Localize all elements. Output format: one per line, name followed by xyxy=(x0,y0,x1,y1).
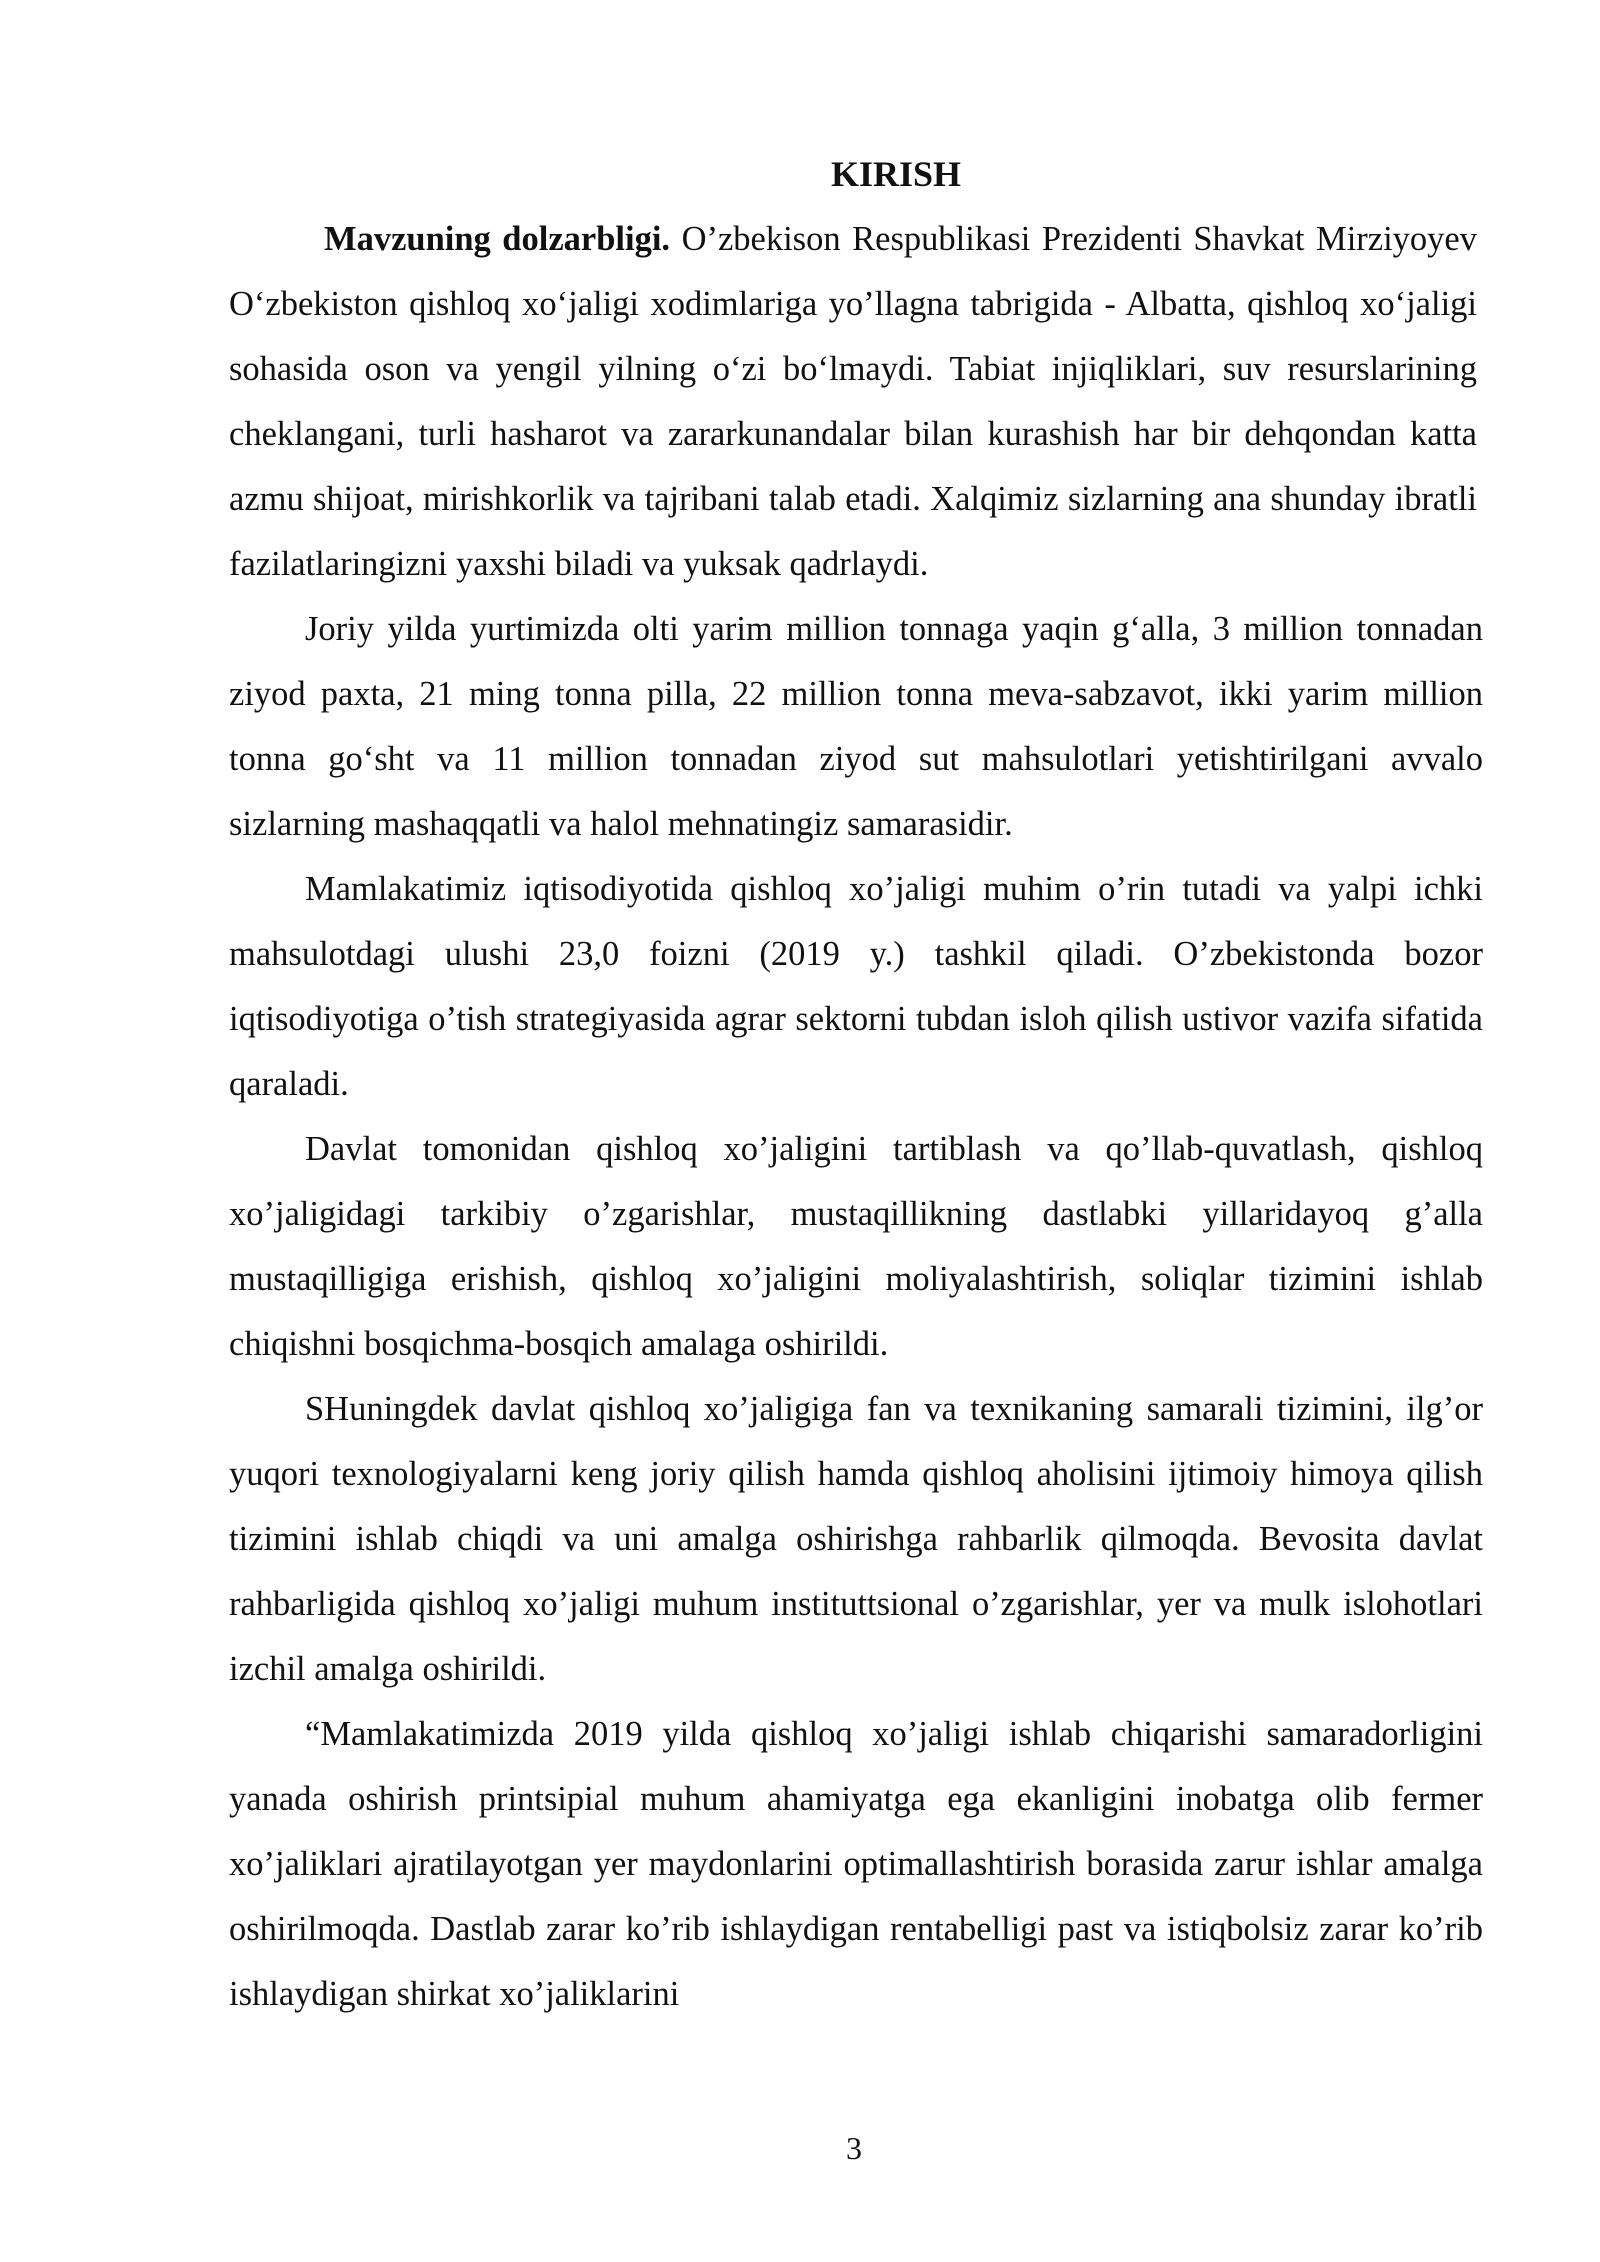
paragraph-lead: Mavzuning dolzarbligi. xyxy=(324,220,671,258)
paragraph-optimization: “Mamlakatimizda 2019 yilda qishloq xo’jaligi ishlab chiqarishi samaradorligini yanada oshirish printsipial muhum ahamiyatga ega ekanligini inobatga olib fermer xo’jaliklari ajratilayotgan yer maydonlarini optimallashtirish borasida zarur ishlar amalga oshirilmoqda. Dastlab zarar ko’rib ishlaydigan rentabelligi past va istiqbolsiz zarar ko’rib ishlaydigan shirkat xo’jaliklarini xyxy=(229,1715,1483,2013)
paragraph-relevance xyxy=(229,207,1483,597)
paragraph-state-support: Davlat tomonidan qishloq xo’jaligini tartiblash va qo’llab-quvatlash, qishloq xo’jaligidagi tarkibiy o’zgarishlar, mustaqillikning dastlabki yillaridayoq g’alla mustaqilligiga erishish, qishloq xo’jaligini moliyalashtirish, soliqlar tizimini ishlab chiqishni bosqichma-bosqich amalaga oshirildi. xyxy=(229,1130,1483,1363)
page-number: 3 xyxy=(846,2130,862,2166)
paragraph-harvest: Joriy yilda yurtimizda olti yarim million tonnaga yaqin g‘alla, 3 million tonnadan ziyod paxta, 21 ming tonna pilla, 22 million tonna meva-sabzavot, ikki yarim million tonna go‘sht va 11 million tonnadan ziyod sut mahsulotlari yetishtirilgani avvalo sizlarning mashaqqatli va halol mehnatingiz samarasidir. xyxy=(229,610,1483,843)
paragraph-technology: SHuningdek davlat qishloq xo’jaligiga fan va texnikaning samarali tizimini, ilg’or yuqori texnologiyalarni keng joriy qilish hamda qishloq aholisini ijtimoiy himoya qilish tizimini ishlab chiqdi va uni amalga oshirishga rahbarlik qilmoqda. Bevosita davlat rahbarligida qishloq xo’jaligi muhum instituttsional o’zgarishlar, yer va mulk islohotlari izchil amalga oshirildi. xyxy=(229,1390,1483,1688)
paragraph-economy: Mamlakatimiz iqtisodiyotida qishloq xo’jaligi muhim o’rin tutadi va yalpi ichki mahsulotdagi ulushi 23,0 foizni (2019 y.) tashkil qiladi. O’zbekistonda bozor iqtisodiyotiga o’tish strategiyasida agrar sektorni tubdan isloh qilish ustivor vazifa sifatida qaraladi. xyxy=(229,870,1483,1103)
paragraph-text: O’zbekison Respublikasi Prezidenti Shavkat Mirziyoyev O‘zbekiston qishloq xo‘jaligi xodimlariga yo’llagna tabrigida - Albatta, qishloq xo‘jaligi sohasida oson va yengil yilning o‘zi bo‘lmaydi. Tabiat injiqliklari, suv resurslarining cheklangani, turli hasharot va zararkunandalar bilan kurashish har bir dehqondan katta azmu shijoat, mirishkorlik va tajribani talab etadi. Xalqimiz sizlarning ana shunday ibratli fazilatlaringizni yaxshi biladi va yuksak qadrlaydi. xyxy=(229,220,1477,583)
page-content xyxy=(229,142,1483,2027)
section-heading: KIRISH xyxy=(830,154,962,194)
